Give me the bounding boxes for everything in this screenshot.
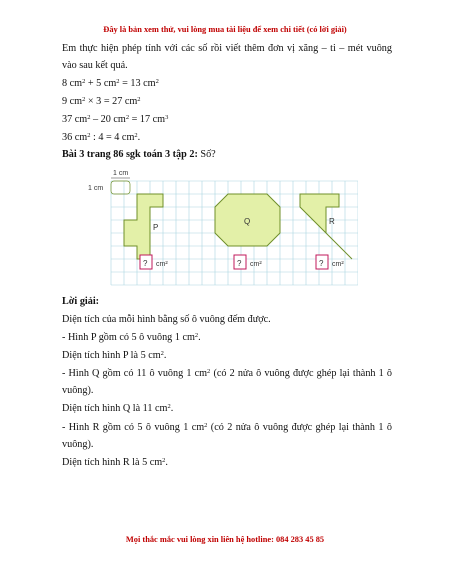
q-count-line: - Hình Q gồm có 11 ô vuông 1 $cm^2$ (có 2 nửa ô vuông được ghép lại thành 1 ô vuông).: [62, 368, 392, 396]
shape-q: [215, 194, 280, 246]
exercise-heading: Bài 3 trang 86 sgk toán 3 tập 2: Số?: [62, 149, 216, 160]
solution-intro: Diện tích của mỗi hình bằng số ô vuông đếm được.: [62, 314, 271, 325]
svg-text:1 cm: 1 cm: [113, 170, 129, 177]
svg-text:?: ?: [319, 259, 324, 268]
p-area-line: Diện tích hình P là 5 $cm^2$.: [62, 350, 167, 361]
shape-label-p: P: [153, 223, 159, 232]
calc-line-1: 8 $cm^2 + 5$ $cm^2 = 13$ $cm^2$: [62, 78, 159, 89]
svg-text:cm²: cm²: [332, 261, 344, 268]
r-area-line: Diện tích hình R là 5 $cm^2$.: [62, 457, 168, 468]
unit-left-label: [88, 181, 130, 194]
svg-text:1 cm: 1 cm: [88, 185, 104, 192]
p-count-line: - Hình P gồm có 5 ô vuông 1 $cm^2$.: [62, 332, 201, 343]
r-count-line: - Hình R gồm có 5 ô vuông 1 $cm^2$ (có 2 nửa ô vuông được ghép lại thành 1 ô vuông).: [62, 422, 392, 450]
calc-line-2: 9 $cm^2 \times 3 = 27$ $cm^2$: [62, 96, 141, 107]
intro-text: Em thực hiện phép tính với các số rồi viết thêm đơn vị xăng – ti – mét vuông vào sau kết quả.: [62, 43, 392, 71]
svg-text:cm²: cm²: [250, 261, 262, 268]
shape-label-q: Q: [244, 217, 251, 226]
answer-box-q: [234, 255, 262, 269]
answer-box-r: [316, 255, 344, 269]
svg-text:?: ?: [237, 259, 242, 268]
shape-label-r: R: [329, 217, 335, 226]
area-grid-figure: [88, 166, 358, 290]
q-area-line: Diện tích hình Q là 11 $cm^2$.: [62, 403, 174, 414]
answer-box-p: [140, 255, 168, 269]
hotline-footer: Mọi thắc mắc vui lòng xin liên hệ hotline: 084 283 45 85: [125, 535, 325, 544]
unit-top-label: [111, 170, 130, 178]
shape-r: [300, 194, 352, 259]
shape-p: [124, 194, 163, 259]
svg-text:cm²: cm²: [156, 261, 168, 268]
calc-line-4: 36 $cm^2$ : 4 = 4 $cm^2$.: [62, 132, 141, 143]
calc-line-3: 37 $cm^2 - 20$ $cm^2 = 17$ $cm^3$: [62, 114, 169, 125]
preview-notice: Đây là bản xem thử, vui lòng mua tài liệu để xem chi tiết (có lời giải): [103, 25, 347, 34]
svg-text:?: ?: [143, 259, 148, 268]
solution-heading: Lời giải:: [62, 296, 100, 307]
